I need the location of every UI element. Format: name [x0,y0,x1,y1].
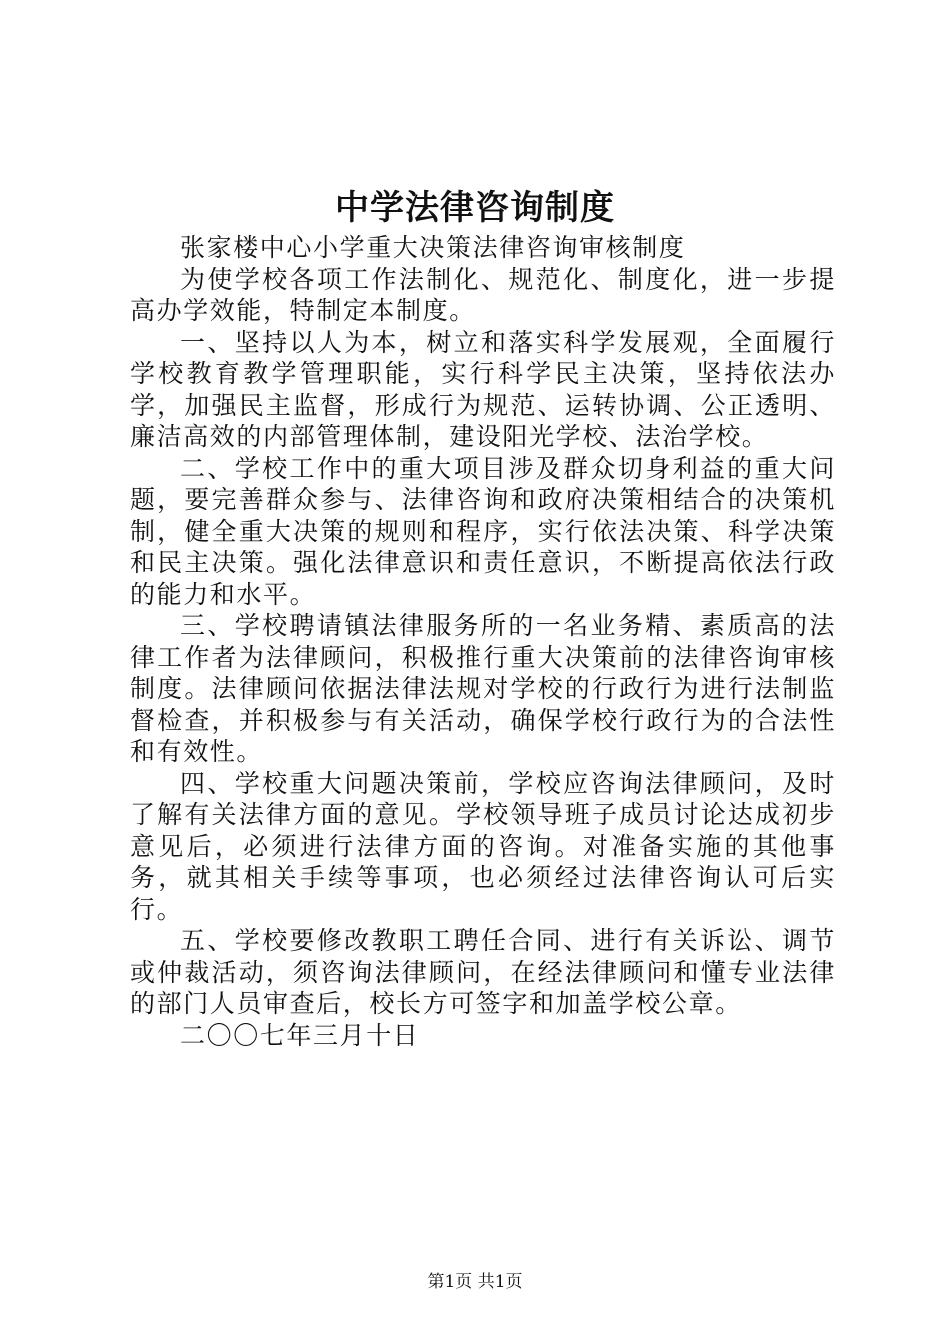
clause-5-paragraph: 五、学校要修改教职工聘任合同、进行有关诉讼、调节或仲裁活动，须咨询法律顾问，在经法律顾问和懂专业法律的部门人员审查后，校长方可签字和加盖学校公章。 [130,926,836,1018]
clause-3-paragraph: 三、学校聘请镇法律服务所的一名业务精、素质高的法律工作者为法律顾问，积极推行重大决策前的法律咨询审核制度。法律顾问依据法律法规对学校的行政行为进行法制监督检查，并积极参与有关活动，确保学校行政行为的合法性和有效性。 [130,611,836,766]
subtitle-paragraph: 张家楼中心小学重大决策法律咨询审核制度 [180,233,686,262]
document-body [130,232,836,1051]
date-paragraph: 二〇〇七年三月十日 [180,1020,420,1050]
intro-paragraph: 为使学校各项工作法制化、规范化、制度化，进一步提高办学效能，特制定本制度。 [130,264,836,325]
page-number-footer: 第1页 共1页 [427,1272,523,1292]
document-title: 中学法律咨询制度 [335,188,615,228]
clause-1-paragraph: 一、坚持以人为本，树立和落实科学发展观，全面履行学校教育教学管理职能，实行科学民主决策，坚持依法办学，加强民主监督，形成行为规范、运转协调、公正透明、廉洁高效的内部管理体制，建设阳光学校、法治学校。 [130,327,836,451]
clause-2-paragraph: 二、学校工作中的重大项目涉及群众切身利益的重大问题，要完善群众参与、法律咨询和政府决策相结合的决策机制，健全重大决策的规则和程序，实行依法决策、科学决策和民主决策。强化法律意识和责任意识，不断提高依法行政的能力和水平。 [130,453,836,609]
clause-4-paragraph: 四、学校重大问题决策前，学校应咨询法律顾问，及时了解有关法律方面的意见。学校领导班子成员讨论达成初步意见后，必须进行法律方面的咨询。对准备实施的其他事务，就其相关手续等事项，也必须经过法律咨询认可后实行。 [130,768,836,924]
